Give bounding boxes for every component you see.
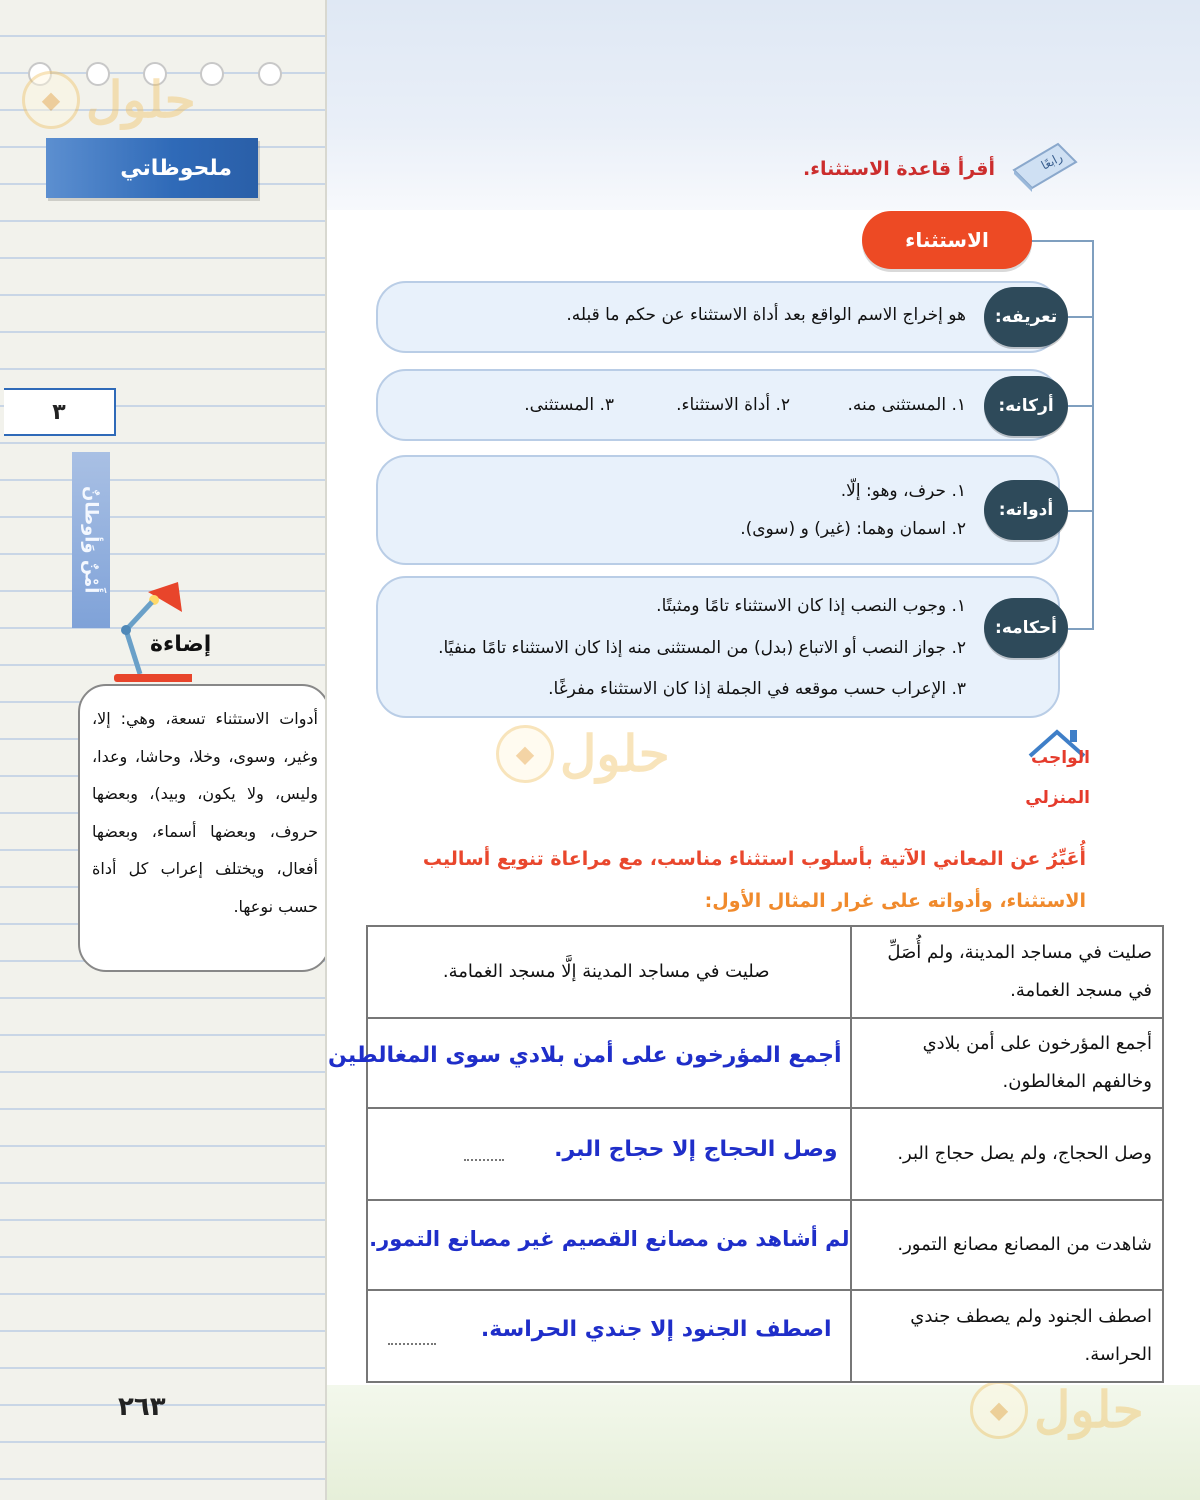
answer-cell[interactable]	[367, 1200, 851, 1290]
instruction-line: الاستثناء، وأدواته على غرار المثال الأول:	[704, 890, 1086, 912]
question-cell: شاهدت من المصانع مصانع التمور.	[851, 1200, 1163, 1290]
answer-cell[interactable]	[328, 1018, 851, 1108]
table-row	[367, 1018, 1163, 1108]
tool-item: ٢. اسمان وهما: (غير) و (سوى).	[740, 519, 966, 539]
question-cell: اصطف الجنود ولم يصطف جندي الحراسة.	[851, 1290, 1163, 1382]
homework-instruction	[370, 838, 1086, 922]
ruling-item: ٢. جواز النصب أو الاتباع (بدل) من المستثنى منه إذا كان الاستثناء تامًا منفيًا.	[438, 638, 966, 658]
connector-line	[1068, 316, 1093, 318]
watermark-logo	[496, 724, 670, 783]
section-heading: أقرأ قاعدة الاستثناء.	[803, 158, 995, 180]
answer-example: صليت في مساجد المدينة إلَّا مسجد الغمامة.	[442, 961, 770, 982]
rulings-tag: أحكامه:	[984, 598, 1068, 658]
watermark-text: حلول	[86, 70, 196, 129]
unit-number: ٣	[4, 388, 116, 436]
exercise-table	[328, 925, 1164, 1383]
answer-dotted-line	[388, 1343, 436, 1345]
definition-box	[376, 281, 1060, 353]
tip-title: إضاءة	[150, 632, 212, 657]
ruling-item: ٣. الإعراب حسب موقعه في الجملة إذا كان الاستثناء مفرغًا.	[548, 679, 966, 699]
notes-title: ملحوظاتي	[46, 138, 258, 198]
book-icon: ◆	[970, 1381, 1028, 1439]
binder-hole	[258, 62, 282, 86]
pillar-item: ٣. المستثنى.	[524, 395, 614, 415]
tool-item: ١. حرف، وهو: إلّا.	[840, 481, 966, 501]
page-number: ٢٦٣	[118, 1392, 166, 1422]
topic-pill: الاستثناء	[862, 211, 1032, 269]
tip-text: أدوات الاستثناء تسعة، وهي: إلا، وغير، وسوى، وخلا، وحاشا، وعدا، وليس، ولا يكون، وبيد)، وبعضها حروف، وبعضها أسماء، وبعضها أفعال، ويختلف إعراب كل أداة حسب نوعها.	[92, 709, 318, 916]
connector-line	[1068, 405, 1093, 407]
notebook-icon-label: رابعًا	[1038, 149, 1065, 173]
binder-hole	[200, 62, 224, 86]
notebook-icon	[1010, 140, 1080, 192]
answer-dotted-line	[464, 1159, 504, 1161]
homework-label: المنزلي	[1025, 788, 1090, 808]
tools-tag: أدواته:	[984, 480, 1068, 540]
pillars-box	[376, 369, 1060, 441]
unit-tab-label: أَمْنٌ وَأوطانٌ	[80, 486, 102, 594]
pillar-item: ٢. أداة الاستثناء.	[676, 395, 790, 415]
handwritten-answer: أجمع المؤرخون على أمن بلادي سوى المغالطين	[328, 1043, 842, 1068]
answer-cell	[367, 926, 851, 1018]
rulings-box	[376, 576, 1060, 718]
table-row	[367, 1200, 1163, 1290]
watermark-text: حلول	[560, 724, 670, 783]
pillars-tag: أركانه:	[984, 376, 1068, 436]
watermark-logo	[22, 70, 196, 129]
question-cell: صليت في مساجد المدينة، ولم أُصَلِّ في مسجد الغمامة.	[851, 926, 1163, 1018]
handwritten-answer: اصطف الجنود إلا جندي الحراسة.	[480, 1317, 832, 1342]
answer-cell[interactable]	[367, 1108, 851, 1200]
definition-tag: تعريفه:	[984, 287, 1068, 347]
instruction-line: أُعَبِّرُ عن المعاني الآتية بأسلوب استثناء مناسب، مع مراعاة تنويع أساليب	[422, 848, 1086, 870]
connector-line	[1092, 240, 1094, 630]
definition-text: هو إخراج الاسم الواقع بعد أداة الاستثناء عن حكم ما قبله.	[566, 305, 966, 325]
table-row	[367, 1108, 1163, 1200]
table-row	[367, 1290, 1163, 1382]
watermark-logo	[970, 1380, 1144, 1439]
pillar-item: ١. المستثنى منه.	[847, 395, 966, 415]
handwritten-answer: وصل الحجاج إلا حجاج البر.	[554, 1137, 838, 1162]
connector-line	[1068, 628, 1093, 630]
tools-box	[376, 455, 1060, 565]
question-cell: وصل الحجاج، ولم يصل حجاج البر.	[851, 1108, 1163, 1200]
answer-cell[interactable]	[367, 1290, 851, 1382]
book-icon: ◆	[22, 71, 80, 129]
ruling-item: ١. وجوب النصب إذا كان الاستثناء تامًا ومثبتًا.	[656, 596, 966, 616]
notes-sidebar	[0, 0, 327, 1500]
connector-line	[1068, 510, 1093, 512]
handwritten-answer: لم أشاهد من مصانع القصيم غير مصانع التمور.	[369, 1227, 850, 1251]
book-icon: ◆	[496, 725, 554, 783]
connector-line	[1030, 240, 1094, 242]
tip-box	[78, 684, 327, 972]
question-cell: أجمع المؤرخون على أمن بلادي وخالفهم المغالطون.	[851, 1018, 1163, 1108]
watermark-text: حلول	[1034, 1380, 1144, 1439]
homework-label: الواجب	[1031, 748, 1090, 768]
table-row	[367, 926, 1163, 1018]
